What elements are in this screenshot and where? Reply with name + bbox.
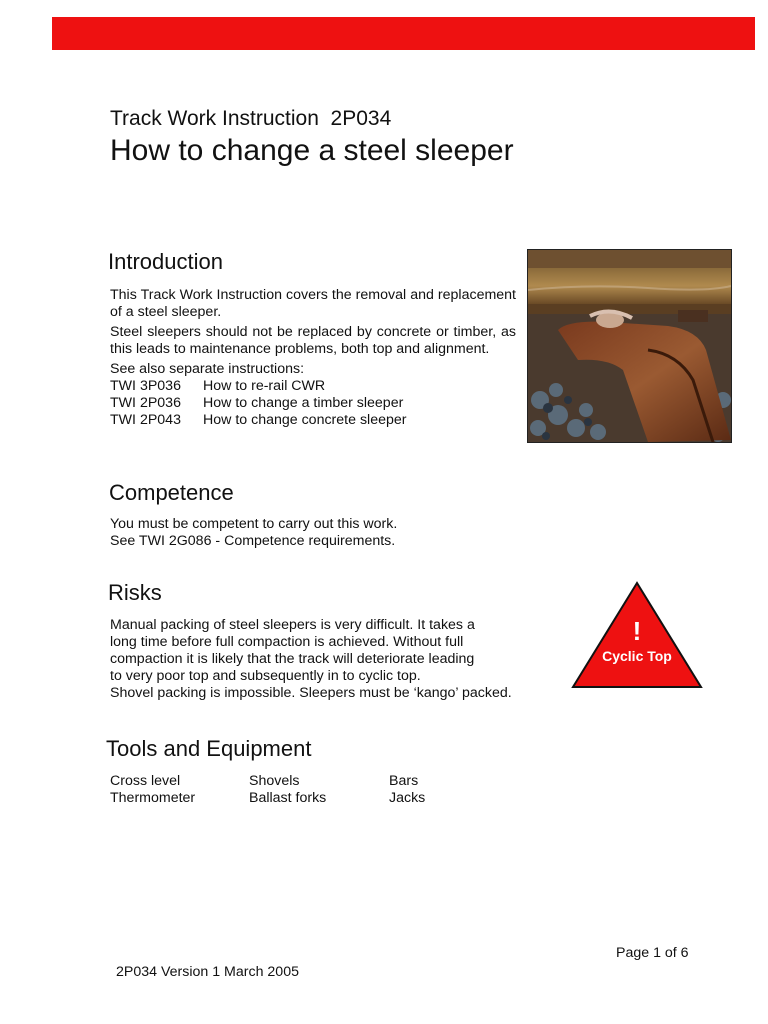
document-version: 2P034 Version 1 March 2005: [116, 964, 299, 980]
introduction-paragraph-1: This Track Work Instruction covers the removal and replacement of a steel sleeper.: [110, 287, 516, 320]
risks-line-last: Shovel packing is impossible. Sleepers must be ‘kango’ packed.: [110, 685, 512, 701]
tool-item: Jacks: [389, 790, 426, 806]
introduction-body: [110, 287, 516, 429]
reference-code: TWI 3P036: [110, 378, 181, 394]
tool-item: Cross level: [110, 773, 181, 789]
risks-body: [110, 617, 512, 702]
competence-line-1: You must be competent to carry out this work.: [110, 516, 398, 532]
tool-item: Bars: [389, 773, 419, 789]
document-title: How to change a steel sleeper: [110, 134, 514, 167]
reference-code: TWI 2P043: [110, 412, 181, 428]
introduction-paragraph-2: Steel sleepers should not be replaced by concrete or timber, as this leads to maintenance problems, both top and alignment.: [110, 324, 516, 357]
tools-grid: [110, 773, 509, 807]
document-subtitle: Track Work Instruction 2P034: [110, 107, 392, 130]
reference-code: TWI 2P036: [110, 395, 181, 411]
header-red-bar: [52, 17, 755, 50]
tool-item: Shovels: [249, 773, 300, 789]
warning-label: Cyclic Top: [602, 648, 672, 664]
see-also-label: See also separate instructions:: [110, 361, 305, 377]
competence-line-2: See TWI 2G086 - Competence requirements.: [110, 533, 396, 549]
tool-item: Ballast forks: [249, 790, 327, 806]
introduction-heading: Introduction: [108, 249, 223, 274]
risks-line: to very poor top and subsequently in to cyclic top.: [110, 668, 421, 684]
steel-sleeper-photo: [527, 249, 732, 443]
reference-text: How to change concrete sleeper: [203, 412, 407, 428]
reference-row: [110, 412, 516, 429]
warning-exclamation: !: [632, 616, 642, 646]
risks-line: compaction it is likely that the track will deteriorate leading: [110, 651, 475, 667]
risks-heading: Risks: [108, 580, 162, 605]
reference-row: [110, 378, 516, 395]
reference-text: How to change a timber sleeper: [203, 395, 404, 411]
risks-line: Manual packing of steel sleepers is very difficult. It takes a: [110, 617, 475, 633]
risks-line: long time before full compaction is achieved. Without full: [110, 634, 464, 650]
steel-sleeper-photo-illustration: [528, 250, 731, 442]
competence-heading: Competence: [109, 480, 234, 505]
page-number: Page 1 of 6: [616, 945, 689, 961]
tool-item: Thermometer: [110, 790, 196, 806]
reference-row: [110, 395, 516, 412]
tools-heading: Tools and Equipment: [106, 736, 312, 761]
reference-text: How to re-rail CWR: [203, 378, 326, 394]
